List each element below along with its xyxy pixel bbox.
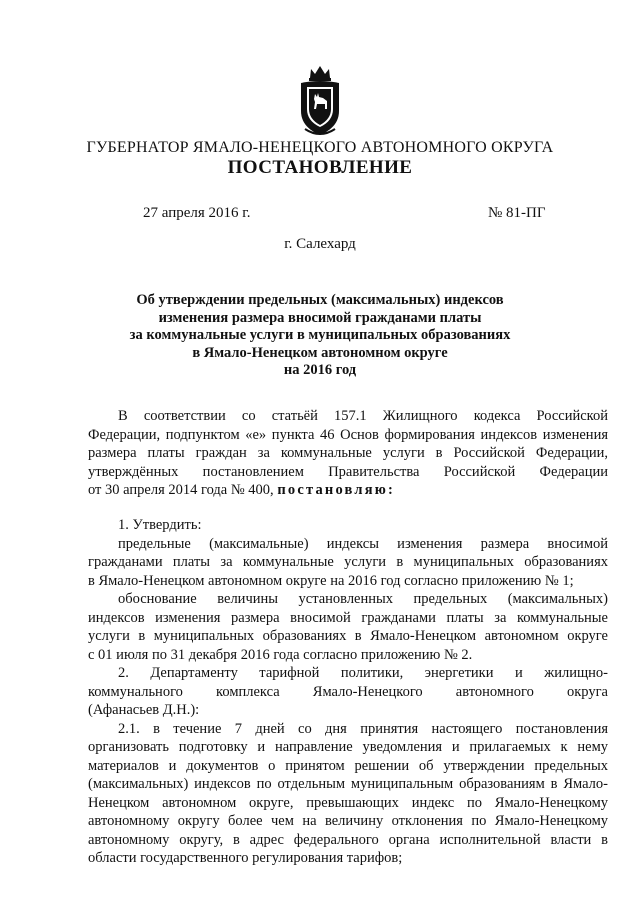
text-line: Федерации, подпунктом «е» пункта 46 Основ формирования индексов изменения bbox=[88, 426, 608, 443]
coat-of-arms-icon bbox=[297, 63, 343, 139]
text-line: предельные (максимальные) индексы изменения размера вносимой bbox=[118, 535, 608, 552]
item-2 bbox=[88, 664, 608, 720]
preamble-paragraph bbox=[88, 407, 608, 500]
text-line: обоснование величины установленных предельных (максимальных) bbox=[118, 591, 608, 607]
text-line: автономному округу, в адрес федерального органа исполнительной власти в bbox=[88, 831, 608, 848]
title-line: в Ямало-Ненецком автономном округе bbox=[192, 344, 448, 361]
text-line: утверждённых постановлением Правительства Российской Федерации bbox=[88, 463, 608, 480]
document-title bbox=[0, 292, 640, 380]
document-place: г. Салехард bbox=[284, 236, 356, 252]
text-fragment: от 30 апреля 2014 года № 400, bbox=[88, 482, 274, 498]
text-line: организовать подготовку и направление уведомления и прилагаемых к нему bbox=[88, 739, 608, 755]
text-line: в Ямало-Ненецком автономном округе на 2016 год согласно приложению № 1; bbox=[88, 572, 574, 589]
title-line: Об утверждении предельных (максимальных) индексов bbox=[136, 292, 504, 308]
issuing-authority: ГУБЕРНАТОР ЯМАЛО-НЕНЕЦКОГО АВТОНОМНОГО ОКРУГА bbox=[86, 139, 554, 156]
text-line: Ненецком автономном округе, превышающих индекс по Ямало-Ненецкому bbox=[88, 794, 608, 811]
text-line: услуги в муниципальных образованиях в Ямало-Ненецком автономном округе bbox=[88, 628, 608, 644]
document-number: № 81-ПГ bbox=[488, 205, 546, 221]
operative-part bbox=[88, 516, 608, 868]
item-1a bbox=[88, 535, 608, 591]
preamble bbox=[88, 407, 608, 500]
text-line: с 01 июля по 31 декабря 2016 года согласно приложению № 2. bbox=[88, 646, 473, 663]
text-line: области государственного регулирования тарифов; bbox=[88, 850, 403, 866]
text-line: размера платы граждан за коммунальные услуги в Российской Федерации, bbox=[88, 445, 608, 461]
item-1 bbox=[88, 516, 608, 535]
text-line: материалов и документов о принятом решении об утверждении предельных bbox=[88, 757, 608, 774]
text-line: 2. Департаменту тарифной политики, энергетики и жилищно- bbox=[118, 665, 608, 681]
text-line: коммунального комплекса Ямало-Ненецкого автономного округа bbox=[88, 683, 608, 700]
text-line: индексов изменения размера вносимой гражданами платы за коммунальные bbox=[88, 609, 608, 626]
document-type: ПОСТАНОВЛЕНИЕ bbox=[227, 157, 413, 178]
title-line: на 2016 год bbox=[283, 362, 357, 378]
text-line bbox=[88, 481, 608, 500]
text-line: (Афанасьев Д.Н.): bbox=[88, 702, 200, 718]
text-line: 1. Утвердить: bbox=[118, 517, 202, 533]
item-1b bbox=[88, 590, 608, 664]
text-line: гражданами платы за коммунальные услуги в муниципальных образованиях bbox=[88, 554, 608, 570]
text-line: 2.1. в течение 7 дней со дня принятия настоящего постановления bbox=[118, 720, 608, 737]
title-line: изменения размера вносимой гражданами платы bbox=[158, 309, 482, 326]
text-line: В соответствии со статьёй 157.1 Жилищного кодекса Российской bbox=[118, 408, 608, 424]
text-line: автономному округу более чем на величину отклонения по Ямало-Ненецкому bbox=[88, 813, 608, 829]
title-line: за коммунальные услуги в муниципальных образованиях bbox=[129, 327, 511, 343]
item-2-1 bbox=[88, 720, 608, 868]
decree-word: постановляю: bbox=[277, 482, 396, 498]
text-line: (максимальных) индексов по отдельным муниципальным образованиям в Ямало- bbox=[88, 776, 608, 792]
document-date: 27 апреля 2016 г. bbox=[143, 205, 251, 221]
